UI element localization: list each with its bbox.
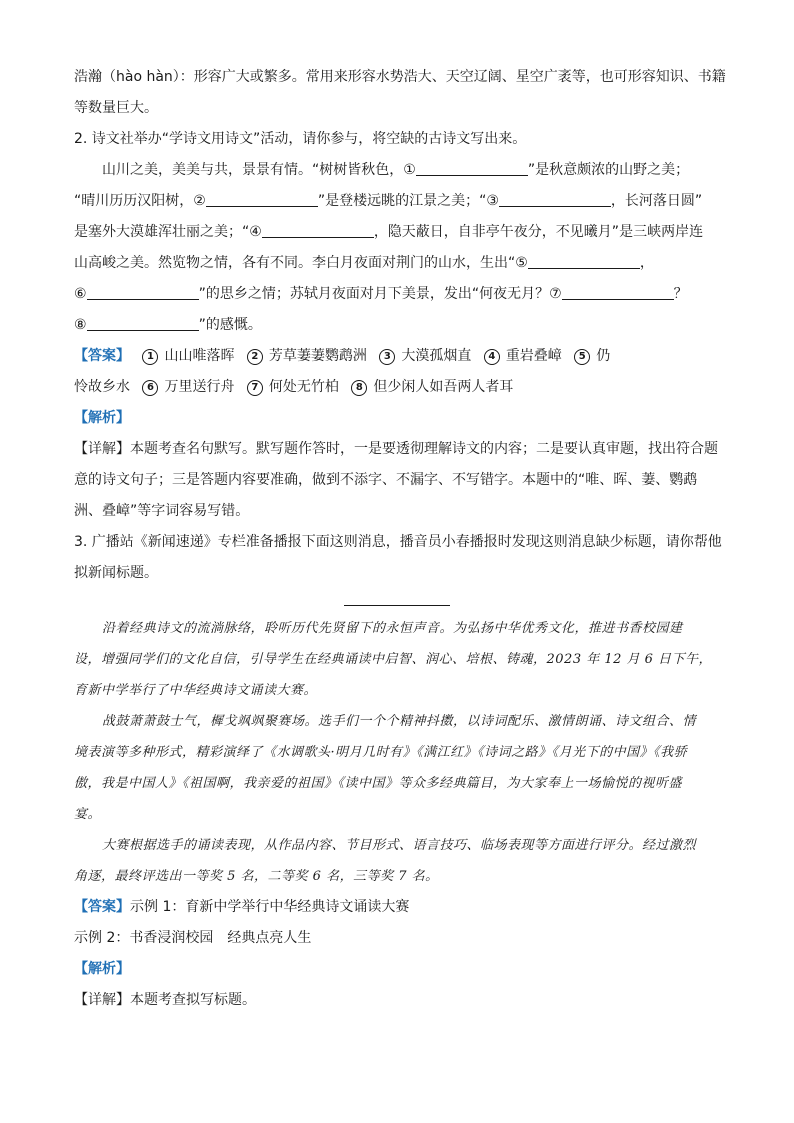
answer-text: 但少闲人如吾两人者耳 — [373, 379, 514, 395]
definition-line: 浩瀚（hào hàn）：形容广大或繁多。常用来形容水势浩大、天空辽阔、星空广袤等，也可形容知识、书籍 — [74, 69, 726, 85]
news-line: 大赛根据选手的诵读表现，从作品内容、节目形式、语言技巧、临场表现等方面进行评分。经过激烈 — [102, 838, 697, 853]
poem-fill-paragraph: “晴川历历汉阳树，② ”是登楼远眺的江景之美；“③ ，长河落日圆” — [74, 186, 724, 217]
detail-line: 洲、叠嶂”等字词容易写错。 — [74, 503, 250, 519]
blank-6[interactable] — [87, 281, 199, 300]
document-page — [74, 62, 724, 1016]
blank-4[interactable] — [262, 219, 374, 238]
answer-line: 示例 2：书香浸润校园 经典点亮人生 — [74, 930, 312, 946]
blank-7[interactable] — [562, 281, 674, 300]
poem-fill-paragraph: 是塞外大漠雄浑壮丽之美；“④ ，隐天蔽日，自非亭午夜分，不见曦月”是三峡两岸连 — [74, 217, 724, 248]
detail-line: 意的诗文句子；三是答题内容要准确，做到不添字、不漏字、不写错字。本题中的“唯、晖、萋、鹦鹉 — [74, 472, 698, 488]
poem-fill-paragraph: 山川之美，美美与共，景景有情。“树树皆秋色，① ”是秋意颇浓的山野之美； — [74, 155, 724, 186]
news-line: 育新中学举行了中华经典诗文诵读大赛。 — [74, 683, 318, 698]
title-blank[interactable] — [344, 605, 450, 606]
blank-8[interactable] — [87, 312, 199, 331]
answer-number: 6 — [142, 380, 158, 396]
detail-tag: 【详解】 — [74, 441, 130, 457]
answer-line — [74, 341, 724, 372]
answer-tag: 【答案】 — [74, 348, 130, 364]
blank-3[interactable] — [499, 188, 611, 207]
answer-text: 万里送行舟 — [164, 379, 235, 395]
answer-number: 2 — [247, 349, 263, 365]
answer-text: 重岩叠嶂 — [505, 348, 562, 364]
blank-2[interactable] — [206, 188, 318, 207]
answer-text: 怜故乡水 — [74, 379, 130, 395]
poem-fill-paragraph: 山高峻之美。然览物之情，各有不同。李白月夜面对荆门的山水，生出“⑤ ， — [74, 248, 724, 279]
news-line: 境表演等多种形式，精彩演绎了《水调歌头·明月几时有》《满江红》《诗词之路》《月光下的中国》《我骄 — [74, 745, 688, 760]
news-line: 沿着经典诗文的流淌脉络，聆听历代先贤留下的永恒声音。为弘扬中华优秀文化，推进书香校园建 — [102, 621, 683, 636]
news-line: 设，增强同学们的文化自信，引导学生在经典诵读中启智、润心、培根、铸魂，2023 年 12 月 6 日下午， — [74, 652, 713, 667]
answer-number: 3 — [379, 349, 395, 365]
answer-text: 何处无竹柏 — [268, 379, 339, 395]
detail-line: 【详解】本题考查名句默写。默写题作答时，一是要透彻理解诗文的内容；二是要认真审题，找出符合题 — [74, 441, 718, 457]
news-line: 宴。 — [74, 807, 102, 822]
detail-tag: 【详解】 — [74, 992, 130, 1008]
answer-tag: 【答案】 — [74, 899, 130, 915]
blank-5[interactable] — [528, 250, 640, 269]
answer-number: 1 — [142, 349, 158, 365]
analysis-tag: 【解析】 — [74, 961, 130, 977]
analysis-tag: 【解析】 — [74, 410, 130, 426]
question-3-prompt: 拟新闻标题。 — [74, 565, 158, 581]
poem-fill-paragraph: ⑧ ”的感慨。 — [74, 310, 724, 341]
poem-fill-paragraph: ⑥ ”的思乡之情；苏轼月夜面对月下美景，发出“何夜无月？⑦ ？ — [74, 279, 724, 310]
answer-number: 7 — [247, 380, 263, 396]
news-line: 傲，我是中国人》《祖国啊，我亲爱的祖国》《读中国》等众多经典篇目，为大家奉上一场愉悦的视听盛 — [74, 776, 683, 791]
answer-number: 4 — [484, 349, 500, 365]
answer-number: 8 — [351, 380, 367, 396]
blank-1[interactable] — [416, 157, 528, 176]
news-line: 战鼓萧萧鼓士气，樨戈飒飒聚赛场。选手们一个个精神抖擞，以诗词配乐、激情朗诵、诗文组合、情 — [102, 714, 697, 729]
title-blank-area — [74, 589, 724, 613]
news-article — [74, 613, 724, 892]
answer-line — [74, 372, 724, 403]
answer-text: 山山唯落晖 — [164, 348, 235, 364]
question-3-prompt: 3. 广播站《新闻速递》专栏准备播报下面这则消息，播音员小春播报时发现这则消息缺少标题，请你帮他 — [74, 534, 722, 550]
news-line: 角逐，最终评选出一等奖 5 名，二等奖 6 名，三等奖 7 名。 — [74, 869, 439, 884]
detail-line: 【详解】本题考查拟写标题。 — [74, 992, 256, 1008]
definition-line: 等数量巨大。 — [74, 100, 158, 116]
answer-text: 芳草萋萋鹦鹉洲 — [268, 348, 367, 364]
answer-number: 5 — [574, 349, 590, 365]
answer-line: 【答案】示例 1：育新中学举行中华经典诗文诵读大赛 — [74, 899, 410, 915]
question-2-prompt: 2. 诗文社举办“学诗文用诗文”活动，请你参与，将空缺的古诗文写出来。 — [74, 131, 527, 147]
answer-text: 大漠孤烟直 — [401, 348, 472, 364]
answer-text: 仍 — [596, 348, 611, 364]
